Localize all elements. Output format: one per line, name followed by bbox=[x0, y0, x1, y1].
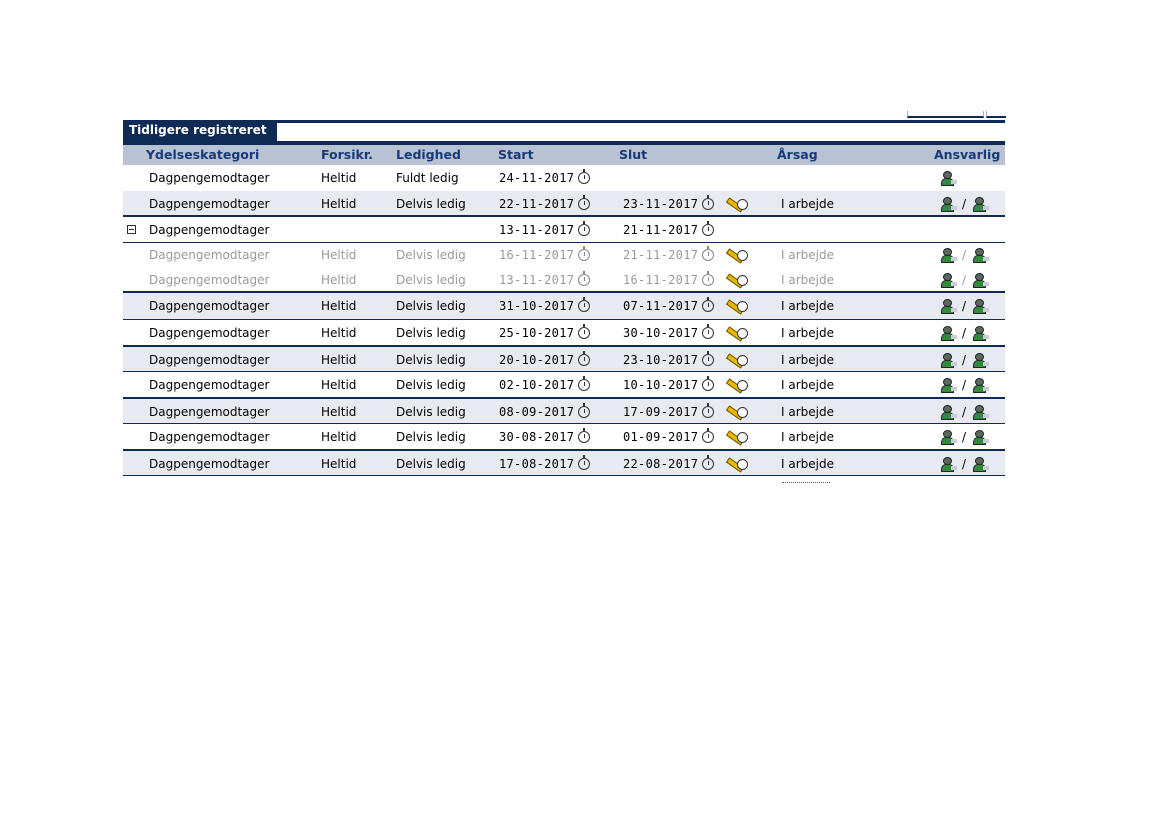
user-icon[interactable] bbox=[972, 405, 988, 419]
cell-category: Dagpengemodtager bbox=[149, 299, 270, 313]
cell-category: Dagpengemodtager bbox=[149, 223, 270, 237]
cell-insurance: Heltid bbox=[321, 457, 357, 471]
clock-icon[interactable] bbox=[702, 249, 714, 261]
edit-period-icon[interactable] bbox=[724, 197, 748, 211]
table-row[interactable] bbox=[123, 319, 1005, 345]
separator: / bbox=[961, 197, 967, 211]
cell-start bbox=[499, 347, 590, 373]
cell-unemployment: Delvis ledig bbox=[396, 299, 466, 313]
separator: / bbox=[961, 430, 967, 444]
user-icon[interactable] bbox=[940, 457, 956, 471]
table-row[interactable] bbox=[123, 243, 1005, 268]
start-date: 20-10-2017 bbox=[499, 353, 575, 367]
col-unemployment[interactable]: Ledighed bbox=[396, 147, 461, 162]
separator: / bbox=[961, 457, 967, 471]
cell-start bbox=[499, 217, 590, 243]
cell-responsible bbox=[940, 372, 988, 398]
start-date: 31-10-2017 bbox=[499, 299, 575, 313]
edit-period-icon[interactable] bbox=[724, 248, 748, 262]
start-date: 24-11-2017 bbox=[499, 171, 575, 185]
cell-category: Dagpengemodtager bbox=[149, 405, 270, 419]
cell-start bbox=[499, 372, 590, 398]
cell-unemployment: Delvis ledig bbox=[396, 378, 466, 392]
cell-reason: I arbejde bbox=[781, 273, 834, 287]
clock-icon[interactable] bbox=[702, 300, 714, 312]
end-date: 21-11-2017 bbox=[623, 248, 699, 262]
clock-icon[interactable] bbox=[578, 249, 590, 261]
separator: / bbox=[961, 378, 967, 392]
cell-insurance: Heltid bbox=[321, 248, 357, 262]
edit-period-icon[interactable] bbox=[724, 353, 748, 367]
clock-icon[interactable] bbox=[578, 300, 590, 312]
col-end[interactable]: Slut bbox=[619, 147, 648, 162]
start-date: 22-11-2017 bbox=[499, 197, 575, 211]
clock-icon[interactable] bbox=[578, 274, 590, 286]
cell-reason: I arbejde bbox=[781, 299, 834, 313]
cell-responsible bbox=[940, 451, 988, 477]
cell-responsible bbox=[940, 347, 988, 373]
user-icon[interactable] bbox=[940, 299, 956, 313]
top-button-1[interactable] bbox=[907, 111, 984, 118]
clock-icon[interactable] bbox=[702, 198, 714, 210]
cell-unemployment: Delvis ledig bbox=[396, 457, 466, 471]
user-icon[interactable] bbox=[940, 171, 956, 185]
clock-icon[interactable] bbox=[702, 406, 714, 418]
table-row[interactable] bbox=[123, 345, 1005, 371]
cell-start bbox=[499, 243, 590, 268]
table-row[interactable] bbox=[123, 191, 1005, 217]
end-date: 16-11-2017 bbox=[623, 273, 699, 287]
cell-insurance: Heltid bbox=[321, 405, 357, 419]
clock-icon[interactable] bbox=[578, 327, 590, 339]
cell-responsible bbox=[940, 293, 988, 319]
separator: / bbox=[961, 405, 967, 419]
user-icon[interactable] bbox=[972, 248, 988, 262]
cell-category: Dagpengemodtager bbox=[149, 197, 270, 211]
cell-insurance: Heltid bbox=[321, 273, 357, 287]
start-date: 13-11-2017 bbox=[499, 223, 575, 237]
start-date: 13-11-2017 bbox=[499, 273, 575, 287]
separator: / bbox=[961, 326, 967, 340]
cell-insurance: Heltid bbox=[321, 197, 357, 211]
cell-start bbox=[499, 293, 590, 319]
cell-category: Dagpengemodtager bbox=[149, 326, 270, 340]
cell-unemployment: Delvis ledig bbox=[396, 197, 466, 211]
cell-reason: I arbejde bbox=[781, 248, 834, 262]
cell-responsible bbox=[940, 268, 988, 293]
clock-icon[interactable] bbox=[702, 354, 714, 366]
edit-period-icon[interactable] bbox=[724, 378, 748, 392]
separator: / bbox=[961, 299, 967, 313]
clock-icon[interactable] bbox=[578, 458, 590, 470]
cell-category: Dagpengemodtager bbox=[149, 171, 270, 185]
cell-end bbox=[623, 451, 748, 477]
cell-responsible bbox=[940, 399, 988, 425]
edit-period-icon[interactable] bbox=[724, 430, 748, 444]
separator: / bbox=[961, 273, 967, 287]
table-row[interactable] bbox=[123, 165, 1005, 191]
end-date: 30-10-2017 bbox=[623, 326, 699, 340]
end-date: 07-11-2017 bbox=[623, 299, 699, 313]
user-icon[interactable] bbox=[940, 430, 956, 444]
start-date: 02-10-2017 bbox=[499, 378, 575, 392]
table-row[interactable] bbox=[123, 293, 1005, 319]
cell-start bbox=[499, 451, 590, 477]
cell-insurance: Heltid bbox=[321, 430, 357, 444]
cell-unemployment: Delvis ledig bbox=[396, 405, 466, 419]
table-row[interactable] bbox=[123, 397, 1005, 423]
cell-insurance: Heltid bbox=[321, 326, 357, 340]
cell-category: Dagpengemodtager bbox=[149, 430, 270, 444]
start-date: 17-08-2017 bbox=[499, 457, 575, 471]
previous-registrations-panel bbox=[123, 120, 1005, 476]
cell-end bbox=[623, 399, 748, 425]
cut-off-content bbox=[782, 482, 830, 486]
cell-category: Dagpengemodtager bbox=[149, 457, 270, 471]
cell-responsible bbox=[940, 191, 988, 217]
user-icon[interactable] bbox=[972, 430, 988, 444]
cell-unemployment: Delvis ledig bbox=[396, 273, 466, 287]
panel-title-bar bbox=[123, 120, 1005, 145]
user-icon[interactable] bbox=[972, 326, 988, 340]
table-row[interactable] bbox=[123, 371, 1005, 397]
top-controls bbox=[907, 111, 1005, 118]
cell-category: Dagpengemodtager bbox=[149, 353, 270, 367]
clock-icon[interactable] bbox=[702, 379, 714, 391]
table-row[interactable] bbox=[123, 449, 1005, 475]
user-icon[interactable] bbox=[940, 405, 956, 419]
cell-insurance: Heltid bbox=[321, 299, 357, 313]
edit-period-icon[interactable] bbox=[724, 273, 748, 287]
user-icon[interactable] bbox=[972, 457, 988, 471]
end-date: 10-10-2017 bbox=[623, 378, 699, 392]
clock-icon[interactable] bbox=[702, 327, 714, 339]
cell-insurance: Heltid bbox=[321, 171, 357, 185]
clock-icon[interactable] bbox=[578, 431, 590, 443]
separator: / bbox=[961, 353, 967, 367]
start-date: 08-09-2017 bbox=[499, 405, 575, 419]
top-button-2[interactable] bbox=[986, 111, 1006, 118]
cell-end bbox=[623, 268, 748, 293]
cell-end bbox=[623, 217, 714, 243]
table-row[interactable] bbox=[123, 268, 1005, 293]
clock-icon[interactable] bbox=[702, 458, 714, 470]
edit-period-icon[interactable] bbox=[724, 457, 748, 471]
cell-end bbox=[623, 293, 748, 319]
user-icon[interactable] bbox=[940, 378, 956, 392]
user-icon[interactable] bbox=[972, 197, 988, 211]
clock-icon[interactable] bbox=[702, 274, 714, 286]
cell-end bbox=[623, 347, 748, 373]
cell-reason: I arbejde bbox=[781, 405, 834, 419]
col-insurance[interactable]: Forsikr. bbox=[321, 147, 373, 162]
clock-icon[interactable] bbox=[702, 224, 714, 236]
clock-icon[interactable] bbox=[578, 379, 590, 391]
col-category[interactable]: Ydelseskategori bbox=[146, 147, 260, 162]
cell-end bbox=[623, 372, 748, 398]
cell-end bbox=[623, 243, 748, 268]
cell-responsible bbox=[940, 165, 956, 191]
cell-unemployment: Delvis ledig bbox=[396, 248, 466, 262]
edit-period-icon[interactable] bbox=[724, 299, 748, 313]
user-icon[interactable] bbox=[940, 353, 956, 367]
cell-reason: I arbejde bbox=[781, 326, 834, 340]
start-date: 16-11-2017 bbox=[499, 248, 575, 262]
panel-title: Tidligere registreret bbox=[123, 120, 277, 142]
table-header bbox=[123, 145, 1005, 165]
collapse-icon[interactable] bbox=[127, 225, 136, 234]
edit-period-icon[interactable] bbox=[724, 405, 748, 419]
table-row[interactable] bbox=[123, 423, 1005, 449]
cell-start bbox=[499, 320, 590, 346]
cell-responsible bbox=[940, 243, 988, 268]
clock-icon[interactable] bbox=[578, 198, 590, 210]
end-date: 23-10-2017 bbox=[623, 353, 699, 367]
cell-responsible bbox=[940, 424, 988, 450]
cell-reason: I arbejde bbox=[781, 197, 834, 211]
end-date: 22-08-2017 bbox=[623, 457, 699, 471]
user-icon[interactable] bbox=[940, 273, 956, 287]
clock-icon[interactable] bbox=[578, 406, 590, 418]
col-start[interactable]: Start bbox=[498, 147, 534, 162]
user-icon[interactable] bbox=[940, 197, 956, 211]
cell-start bbox=[499, 399, 590, 425]
cell-unemployment: Delvis ledig bbox=[396, 353, 466, 367]
end-date: 21-11-2017 bbox=[623, 223, 699, 237]
user-icon[interactable] bbox=[972, 353, 988, 367]
cell-end bbox=[623, 424, 748, 450]
user-icon[interactable] bbox=[972, 273, 988, 287]
start-date: 25-10-2017 bbox=[499, 326, 575, 340]
cell-start bbox=[499, 268, 590, 293]
cell-start bbox=[499, 424, 590, 450]
user-icon[interactable] bbox=[972, 378, 988, 392]
clock-icon[interactable] bbox=[702, 431, 714, 443]
end-date: 23-11-2017 bbox=[623, 197, 699, 211]
cell-reason: I arbejde bbox=[781, 378, 834, 392]
cell-start bbox=[499, 165, 590, 191]
group-row[interactable] bbox=[123, 217, 1005, 243]
start-date: 30-08-2017 bbox=[499, 430, 575, 444]
cell-insurance: Heltid bbox=[321, 378, 357, 392]
cell-category: Dagpengemodtager bbox=[149, 273, 270, 287]
end-date: 17-09-2017 bbox=[623, 405, 699, 419]
cell-category: Dagpengemodtager bbox=[149, 378, 270, 392]
clock-icon[interactable] bbox=[578, 224, 590, 236]
cell-unemployment: Delvis ledig bbox=[396, 326, 466, 340]
cell-unemployment: Fuldt ledig bbox=[396, 171, 459, 185]
end-date: 01-09-2017 bbox=[623, 430, 699, 444]
col-responsible[interactable]: Ansvarlig bbox=[934, 147, 1001, 162]
cell-reason: I arbejde bbox=[781, 457, 834, 471]
cell-category: Dagpengemodtager bbox=[149, 248, 270, 262]
cell-insurance: Heltid bbox=[321, 353, 357, 367]
user-icon[interactable] bbox=[972, 299, 988, 313]
cell-responsible bbox=[940, 320, 988, 346]
cell-end bbox=[623, 191, 748, 217]
user-icon[interactable] bbox=[940, 248, 956, 262]
col-reason[interactable]: Årsag bbox=[777, 147, 818, 162]
clock-icon[interactable] bbox=[578, 354, 590, 366]
cell-end bbox=[623, 320, 748, 346]
clock-icon[interactable] bbox=[578, 172, 590, 184]
separator: / bbox=[961, 248, 967, 262]
cell-reason: I arbejde bbox=[781, 353, 834, 367]
cell-unemployment: Delvis ledig bbox=[396, 430, 466, 444]
edit-period-icon[interactable] bbox=[724, 326, 748, 340]
user-icon[interactable] bbox=[940, 326, 956, 340]
cell-reason: I arbejde bbox=[781, 430, 834, 444]
cell-start bbox=[499, 191, 590, 217]
